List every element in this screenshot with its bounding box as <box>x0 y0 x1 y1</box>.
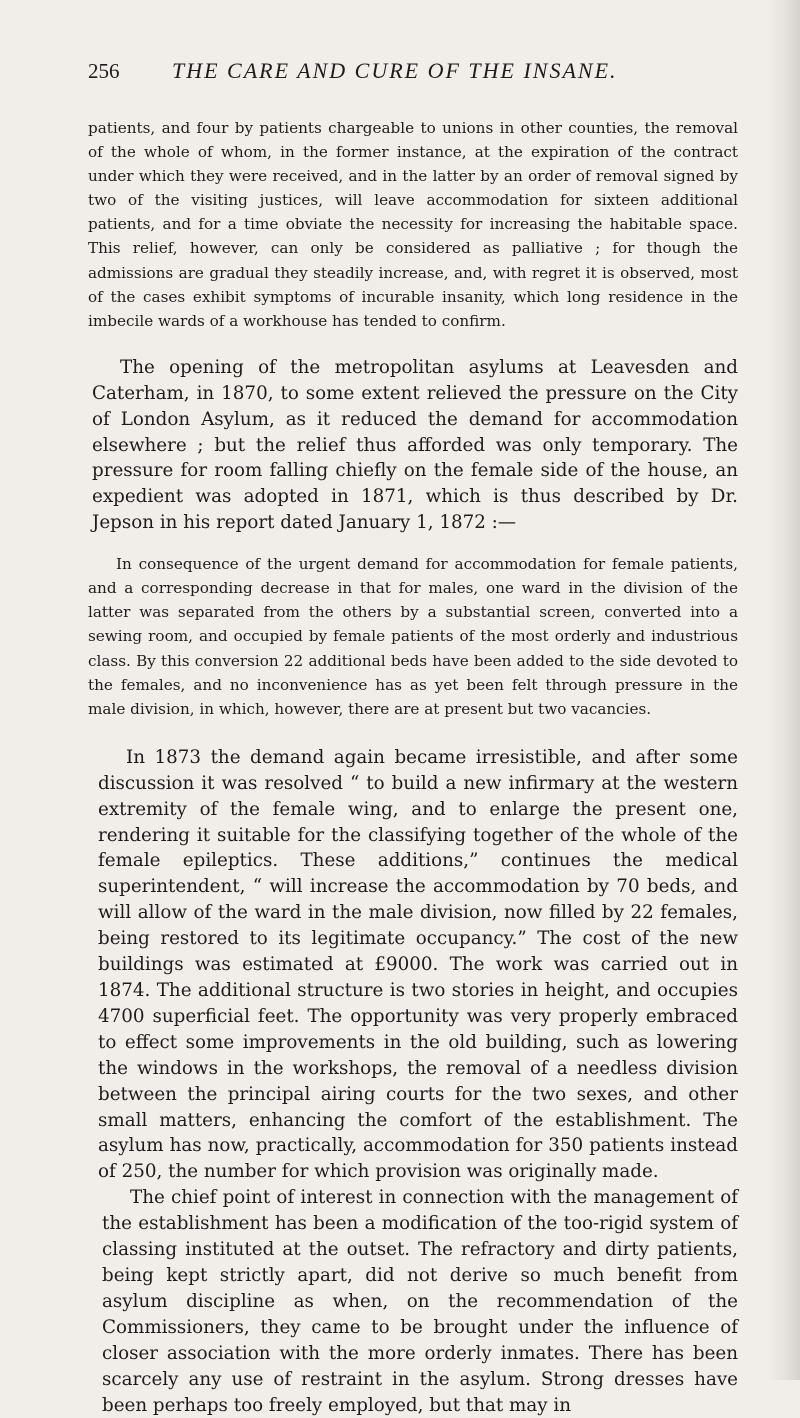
block-quote-report: In consequence of the urgent demand for accommodation for female patients, and a corresponding decrease in that for males, one ward in the division of the latter was separated from the others by a substantial screen, converted into a sewing room, and occupied by female patients of the most orderly and industrious class. By this conversion 22 additional beds have been added to the side devoted to the females, and no inconvenience has as yet been felt through pressure in the male division, in which, however, there are at present but two vacancies. <box>88 555 738 718</box>
paragraph-continued: patients, and four by patients chargeable to unions in other counties, the removal of the whole of whom, in the former instance, at the expiration of the contract under which they were received, and in the latter by an order of removal signed by two of the visiting justices, will leave accommodation for sixteen additional patients, and for a time obviate the necessity for increasing the habitable space. This relief, however, can only be considered as palliative ; for though the admissions are gradual they steadily increase, and, with regret it is observed, most of the cases exhibit symptoms of incurable insanity, which long residence in the imbecile wards of a workhouse has tended to confirm. <box>88 119 738 330</box>
paragraph-classing-system: The chief point of interest in connection with the management of the establishment has been a modification of the too-rigid system of classing instituted at the outset. The refractory and dirty patients, being kept strictly apart, did not derive so much benefit from asylum discipline as when, on the recommendation of the Commissioners, they came to be brought under the influence of closer association with the more orderly inmates. There has been scarcely any use of restraint in the asylum. Strong dresses have been perhaps too freely employed, but that may in <box>102 1187 738 1416</box>
page-number: 256 <box>88 59 120 83</box>
page-content <box>88 58 738 1418</box>
running-title: THE CARE AND CURE OF THE INSANE. <box>172 58 618 83</box>
paragraph-1873-demand: In 1873 the demand again became irresistible, and after some discussion it was resolved “ to build a new infirmary at the western extremity of the female wing, and to enlarge the present one, rendering it suitable for the classifying together of the whole of the female epileptics. These additions,” continues the medical superintendent, “ will increase the accommodation by 70 beds, and will allow of the ward in the male division, now filled by 22 females, being restored to its legitimate occupancy.” The cost of the new buildings was estimated at £9000. The work was carried out in 1874. The additional structure is two stories in height, and occupies 4700 superficial feet. The opportunity was very properly embraced to effect some improvements in the old building, such as lowering the windows in the workshops, the removal of a needless division between the principal airing courts for the two sexes, and other small matters, enhancing the comfort of the establishment. The asylum has now, practically, accommodation for 350 patients instead of 250, the number for which provision was originally made. <box>98 746 738 1183</box>
paragraph-metropolitan-asylums: The opening of the metropolitan asylums at Leavesden and Caterham, in 1870, to some extent relieved the pressure on the City of London Asylum, as it reduced the demand for accommodation elsewhere ; but the relief thus afforded was only temporary. The pressure for room falling chiefly on the female side of the house, an expedient was adopted in 1871, which is thus described by Dr. Jepson in his report dated January 1, 1872 :— <box>92 356 738 534</box>
page-edge-shadow <box>766 0 800 1380</box>
page-header <box>88 58 738 114</box>
